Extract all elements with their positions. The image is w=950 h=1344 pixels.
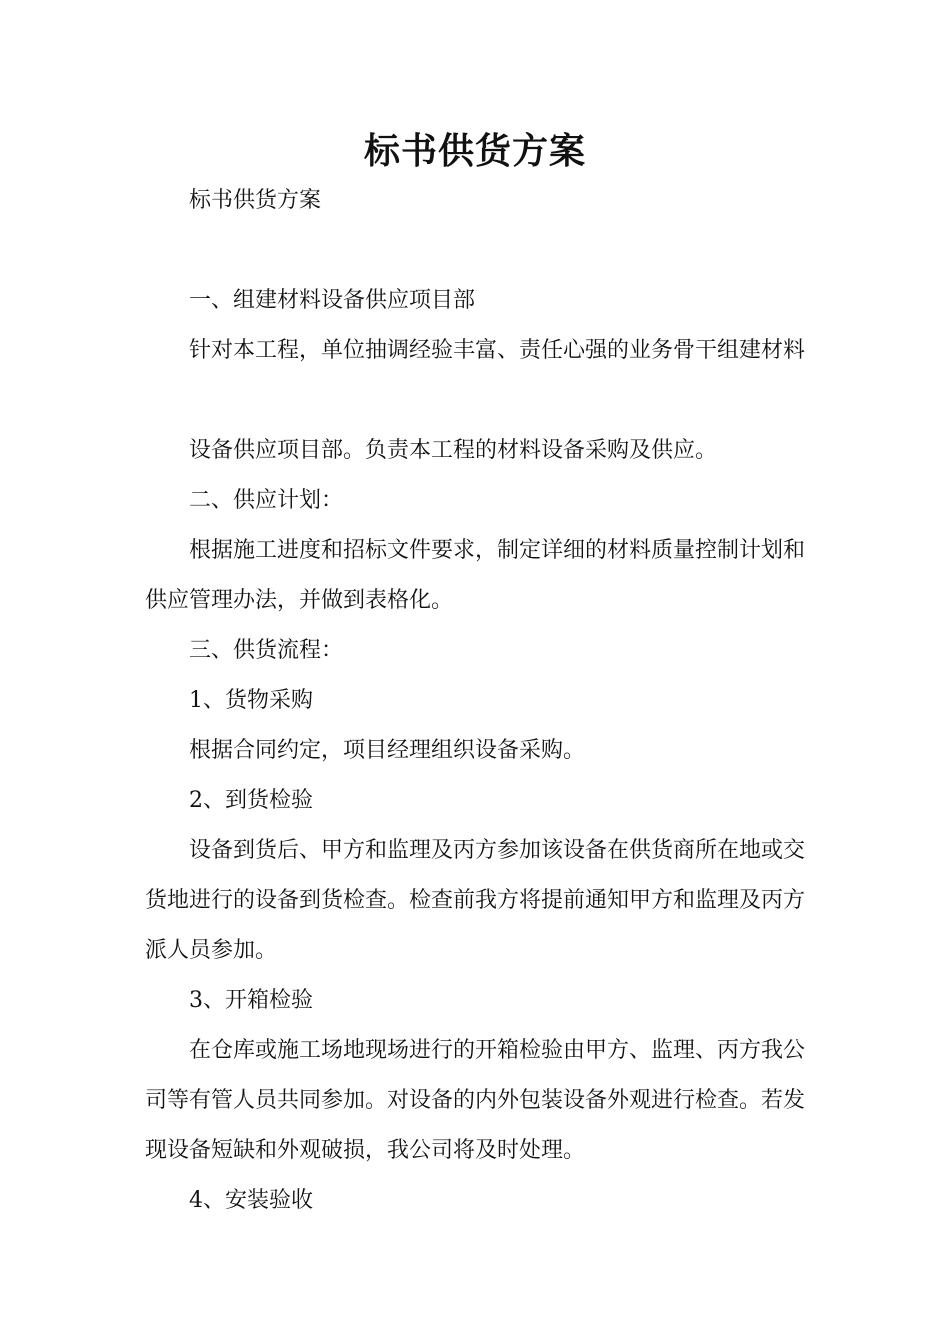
item3-paragraph: 在仓库或施工场地现场进行的开箱检验由甲方、监理、丙方我公司等有管人员共同参加。对设备的内外包装设备外观进行检查。若发现设备短缺和外观破损，我公司将及时处理。 <box>145 1038 806 1163</box>
item4-heading: 4、安装验收 <box>189 1188 313 1213</box>
document-title: 标书供货方案 <box>363 131 586 172</box>
section3-heading: 三、供货流程： <box>189 638 344 663</box>
item2-paragraph: 设备到货后、甲方和监理及丙方参加该设备在供货商所在地或交货地进行的设备到货检查。检查前我方将提前通知甲方和监理及丙方派人员参加。 <box>145 838 806 963</box>
section2-heading: 二、供应计划： <box>189 488 344 513</box>
item2-heading: 2、到货检验 <box>189 788 313 813</box>
section1-heading: 一、组建材料设备供应项目部 <box>189 288 476 313</box>
section2-paragraph: 根据施工进度和招标文件要求，制定详细的材料质量控制计划和供应管理办法，并做到表格化。 <box>145 538 806 613</box>
document-subtitle: 标书供货方案 <box>189 188 322 213</box>
item1-heading: 1、货物采购 <box>189 688 313 713</box>
item3-heading: 3、开箱检验 <box>189 988 313 1013</box>
section1-paragraph-1: 针对本工程，单位抽调经验丰富、责任心强的业务骨干组建材料 <box>189 338 806 363</box>
item1-paragraph: 根据合同约定，项目经理组织设备采购。 <box>189 738 586 763</box>
section1-paragraph-2: 设备供应项目部。负责本工程的材料设备采购及供应。 <box>189 438 718 463</box>
